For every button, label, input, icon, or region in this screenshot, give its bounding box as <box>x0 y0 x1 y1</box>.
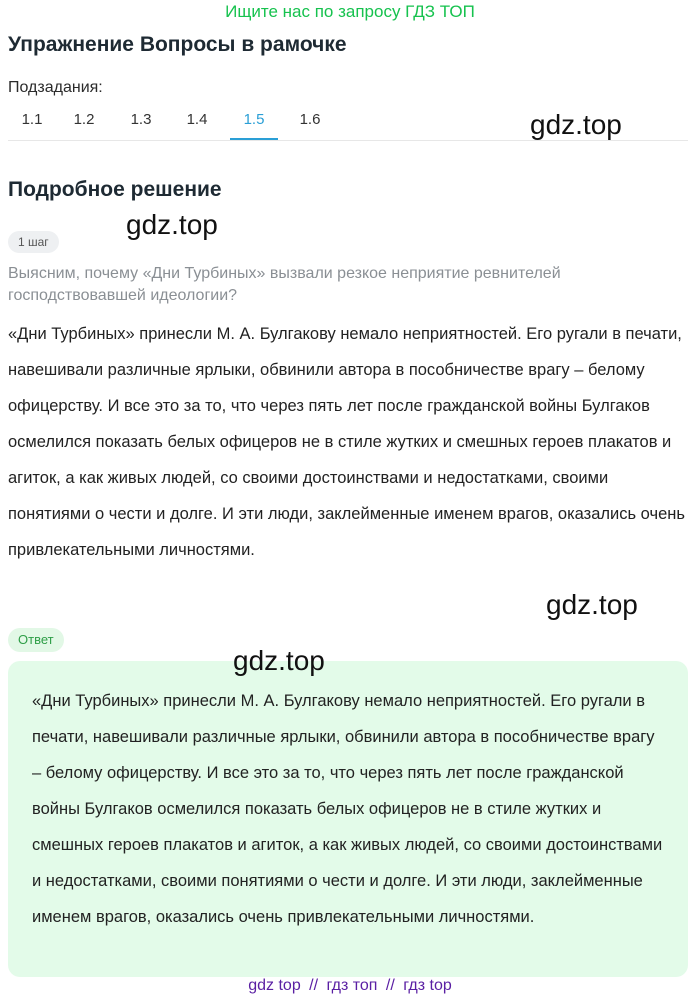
solution-title: Подробное решение <box>8 178 222 201</box>
tab-1-4[interactable]: 1.4 <box>186 111 208 128</box>
footer-link-gdz-top[interactable]: gdz top <box>248 977 301 994</box>
watermark: gdz.top <box>233 645 325 676</box>
tab-1-3[interactable]: 1.3 <box>130 111 152 128</box>
solution-text: «Дни Турбиных» принесли М. А. Булгакову немало неприятностей. Его ругали в печати, навешивали различные ярлыки, обвинили автора в пособничестве врагу – белому офицерству. И все это за то, что через пять лет после гражданской войны Булгаков осмелился показать белых офицеров не в стиле жутких и смешных героев плакатов и агиток, а как живых людей, со своими достоинствами и недостатками, своими понятиями о чести и долге. И эти люди, заклейменные именем врагов, оказались очень привлекательными личностями. <box>8 325 685 559</box>
search-banner: Ищите нас по запросу ГДЗ ТОП <box>225 2 475 21</box>
answer-text: «Дни Турбиных» принесли М. А. Булгакову немало неприятностей. Его ругали в печати, навешивали различные ярлыки, обвинили автора в пособничестве врагу – белому офицерству. И все это за то, что через пять лет после гражданской войны Булгаков осмелился показать белых офицеров не в стиле жутких и смешных героев плакатов и агиток, а как живых людей, со своими достоинствами и недостатками, своими понятиями о чести и долге. И эти люди, заклейменные именем врагов, оказались очень привлекательными личностями. <box>32 692 663 926</box>
footer-link-gdz-top-mixed[interactable]: гдз top <box>403 977 452 994</box>
page-title: Упражнение Вопросы в рамочке <box>8 33 347 56</box>
step-badge: 1 шаг <box>8 231 59 253</box>
tab-1-2[interactable]: 1.2 <box>73 111 95 128</box>
watermark: gdz.top <box>546 589 638 620</box>
answer-badge: Ответ <box>8 628 64 652</box>
question-text: Выясним, почему «Дни Турбиных» вызвали резкое неприятие ревнителей господствовавшей идеологии? <box>8 265 561 304</box>
answer-box <box>8 661 688 977</box>
footer-separator: // <box>385 977 395 994</box>
watermark: gdz.top <box>126 209 218 240</box>
tab-1-6[interactable]: 1.6 <box>299 111 321 128</box>
tab-1-1[interactable]: 1.1 <box>21 111 43 128</box>
footer-link-gdz-top-ru[interactable]: гдз топ <box>326 977 378 994</box>
tab-1-5[interactable]: 1.5 <box>230 108 278 140</box>
subtasks-label: Подзадания: <box>8 79 103 96</box>
footer-separator: // <box>309 977 319 994</box>
footer-links <box>0 977 700 995</box>
watermark: gdz.top <box>530 109 622 140</box>
